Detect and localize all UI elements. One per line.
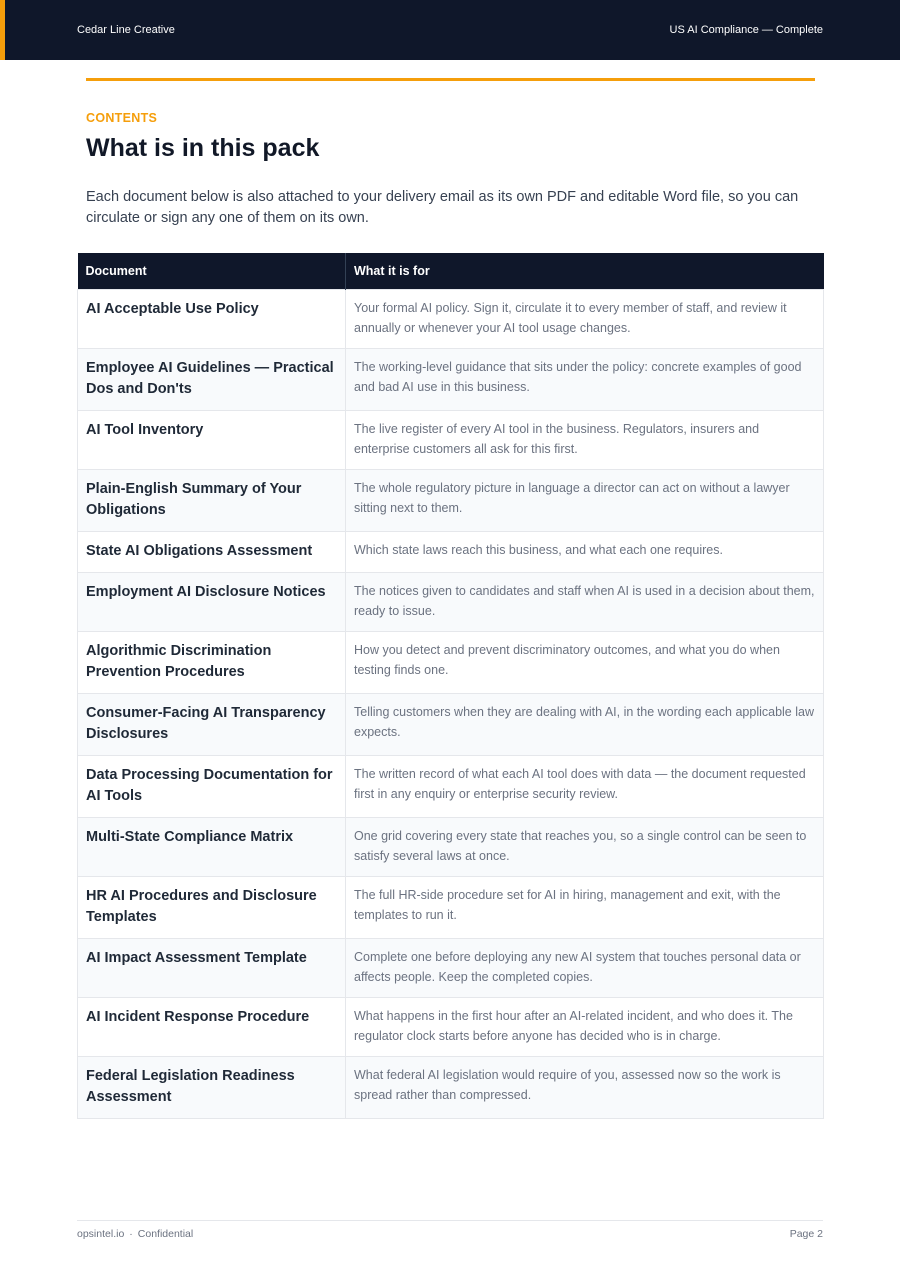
purpose-cell (346, 939, 824, 998)
purpose-cell (346, 998, 824, 1057)
document-cell (78, 818, 346, 877)
document-purpose: Which state laws reach this business, and what each one requires. (354, 543, 723, 557)
purpose-cell (346, 349, 824, 411)
document-name: State AI Obligations Assessment (86, 543, 313, 559)
document-name: Multi-State Compliance Matrix (86, 829, 294, 845)
document-purpose: The working-level guidance that sits under the policy: concrete examples of good and bad AI use in this business. (354, 360, 802, 394)
document-name: Consumer-Facing AI Transparency Disclosures (86, 705, 326, 742)
brand-name: Cedar Line Creative (77, 24, 175, 36)
purpose-cell (346, 756, 824, 818)
document-cell (78, 939, 346, 998)
purpose-cell (346, 1057, 824, 1119)
document-name: AI Impact Assessment Template (86, 950, 307, 966)
table-row (78, 756, 824, 818)
document-name: Plain-English Summary of Your Obligations (86, 481, 302, 518)
document-cell (78, 411, 346, 470)
document-purpose: The live register of every AI tool in the business. Regulators, insurers and enterprise customers all ask for this first. (354, 422, 760, 456)
document-name: Algorithmic Discrimination Prevention Procedures (86, 643, 272, 680)
document-name: HR AI Procedures and Disclosure Templates (86, 888, 317, 925)
column-header-purpose: What it is for (346, 253, 824, 290)
document-name: AI Incident Response Procedure (86, 1009, 310, 1025)
header-accent-bar (0, 0, 5, 60)
column-header-document: Document (78, 253, 346, 290)
document-cell (78, 532, 346, 573)
table-body (78, 290, 824, 1119)
document-purpose: The full HR-side procedure set for AI in hiring, management and exit, with the templates to run it. (354, 888, 781, 922)
section-eyebrow: CONTENTS (86, 111, 158, 125)
document-purpose: Your formal AI policy. Sign it, circulate it to every member of staff, and review it annually or whenever your AI tool usage changes. (354, 301, 787, 335)
document-name: Employment AI Disclosure Notices (86, 584, 326, 600)
document-cell (78, 998, 346, 1057)
table-row (78, 877, 824, 939)
document-name: AI Acceptable Use Policy (86, 301, 259, 317)
page-header (0, 0, 900, 60)
contents-table (77, 253, 824, 1119)
page-heading: What is in this pack (86, 134, 320, 162)
footer-left (77, 1228, 193, 1240)
purpose-cell (346, 694, 824, 756)
table-row (78, 411, 824, 470)
document-purpose: What federal AI legislation would require of you, assessed now so the work is spread rather than compressed. (354, 1068, 781, 1102)
document-purpose: Complete one before deploying any new AI system that touches personal data or affects people. Keep the completed copies. (354, 950, 801, 984)
table-row (78, 349, 824, 411)
purpose-cell (346, 877, 824, 939)
footer-separator: · (129, 1228, 133, 1240)
document-purpose: The written record of what each AI tool does with data — the document requested first in any enquiry or enterprise security review. (354, 767, 806, 801)
table-row (78, 939, 824, 998)
table-row (78, 290, 824, 349)
table-row (78, 573, 824, 632)
purpose-cell (346, 411, 824, 470)
table-row (78, 532, 824, 573)
document-purpose: Telling customers when they are dealing with AI, in the wording each applicable law expects. (354, 705, 814, 739)
document-cell (78, 290, 346, 349)
table-row (78, 694, 824, 756)
table-row (78, 470, 824, 532)
footer-confidential-label: Confidential (137, 1228, 194, 1240)
document-cell (78, 877, 346, 939)
purpose-cell (346, 532, 824, 573)
intro-paragraph: Each document below is also attached to your delivery email as its own PDF and editable Word file, so you can circulate or sign any one of them on its own. (86, 189, 799, 226)
document-purpose: The notices given to candidates and staff when AI is used in a decision about them, ready to issue. (354, 584, 815, 618)
accent-divider (86, 78, 815, 81)
purpose-cell (346, 632, 824, 694)
document-cell (78, 632, 346, 694)
document-name: Employee AI Guidelines — Practical Dos and Don'ts (86, 360, 334, 397)
document-cell (78, 694, 346, 756)
document-cell (78, 573, 346, 632)
footer-divider (77, 1220, 823, 1221)
document-purpose: One grid covering every state that reaches you, so a single control can be seen to satisfy several laws at once. (354, 829, 807, 863)
document-name: Federal Legislation Readiness Assessment (86, 1068, 295, 1105)
purpose-cell (346, 818, 824, 877)
table-row (78, 998, 824, 1057)
table-row (78, 632, 824, 694)
document-cell (78, 470, 346, 532)
purpose-cell (346, 470, 824, 532)
purpose-cell (346, 573, 824, 632)
table-row (78, 1057, 824, 1119)
purpose-cell (346, 290, 824, 349)
document-purpose: How you detect and prevent discriminatory outcomes, and what you do when testing finds one. (354, 643, 780, 677)
footer-site: opsintel.io (77, 1228, 125, 1240)
document-cell (78, 1057, 346, 1119)
document-name: Data Processing Documentation for AI Tools (86, 767, 333, 804)
document-name: AI Tool Inventory (86, 422, 204, 438)
table-row (78, 818, 824, 877)
document-cell (78, 756, 346, 818)
document-cell (78, 349, 346, 411)
page-number: Page 2 (789, 1228, 823, 1240)
table-header-row (78, 253, 824, 290)
document-purpose: What happens in the first hour after an AI-related incident, and who does it. The regulator clock starts before anyone has decided who is in charge. (354, 1009, 793, 1043)
document-purpose: The whole regulatory picture in language a director can act on without a lawyer sitting next to them. (354, 481, 790, 515)
document-title: US AI Compliance — Complete (669, 24, 823, 36)
